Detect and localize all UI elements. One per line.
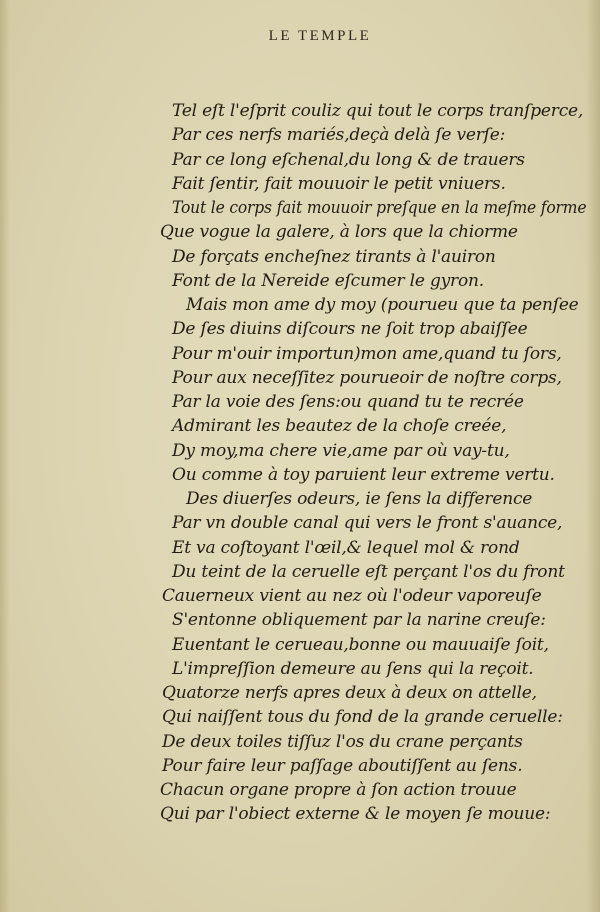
running-head: LE TEMPLE — [268, 28, 372, 44]
verse-line: Par ce long eſchenal,du long & de trauers — [172, 149, 525, 170]
verse-line: De deux toiles tiſſuz l'os du crane perçants — [162, 731, 523, 752]
verse-line: Euentant le cerueau,bonne ou mauuaiſe ſoit, — [172, 634, 549, 655]
verse-line: Par la voie des ſens:ou quand tu te recrée — [172, 392, 524, 412]
verse-line: Tel eſt l'eſprit couliz qui tout le corps tranſperce, — [172, 101, 584, 121]
verse-line: Pour m'ouir importun)mon ame,quand tu ſors, — [172, 343, 562, 364]
verse-line: Pour aux neceſſitez pourueoir de noſtre corps, — [172, 367, 562, 388]
verse-line: Du teint de la ceruelle eſt perçant l'os du front — [172, 561, 565, 582]
verse-line: Qui par l'obiect externe & le moyen ſe mouue: — [160, 804, 551, 825]
verse-line: L'impreſſion demeure au ſens qui la reçoit. — [172, 658, 534, 679]
verse-line: Dy moy,ma chere vie,ame par où vay-tu, — [172, 440, 510, 461]
verse-line: Cauerneux vient au nez où l'odeur vaporeuſe — [162, 586, 542, 606]
gutter-shadow — [0, 0, 10, 912]
verse-line: Des diuerſes odeurs, ie ſens la difference — [186, 489, 533, 509]
verse-line: Pour faire leur paſſage aboutiſſent au ſens. — [162, 755, 523, 776]
verse-line: Chacun organe propre à ſon action trouue — [160, 780, 517, 800]
verse-line: Font de la Nereide eſcumer le gyron. — [172, 270, 484, 291]
verse-line: Qui naiſſent tous du fond de la grande ceruelle: — [162, 707, 563, 728]
verse-line: Admirant les beautez de la choſe creée, — [172, 416, 507, 437]
verse-line: De ſes diuins diſcours ne ſoit trop abaiſſee — [172, 319, 528, 340]
verse-line: Tout le corps fait mouuoir preſque en la meſme forme — [172, 198, 587, 218]
verse-line: De forçats encheſnez tirants à l'auiron — [172, 246, 496, 267]
verse-line: Et va coſtoyant l'œil,& lequel mol & rond — [172, 537, 520, 558]
verse-line: Fait ſentir, fait mouuoir le petit vniuers. — [172, 173, 506, 194]
verse-line: Quatorze nerfs apres deux à deux on attelle, — [162, 683, 537, 703]
verse-line: Que vogue la galere, à lors que la chiorme — [160, 222, 518, 243]
verse-line: Par vn double canal qui vers le front s'auance, — [172, 513, 563, 534]
verse-line: Par ces nerfs mariés,deçà delà ſe verſe: — [172, 125, 506, 146]
verse-line: Mais mon ame dy moy (pourueu que ta penſee — [186, 295, 579, 315]
verse-line: S'entonne obliquement par la narine creuſe: — [172, 610, 546, 631]
verse-line: Ou comme à toy paruient leur extreme vertu. — [172, 464, 555, 485]
page-edge-shadow — [586, 0, 600, 912]
